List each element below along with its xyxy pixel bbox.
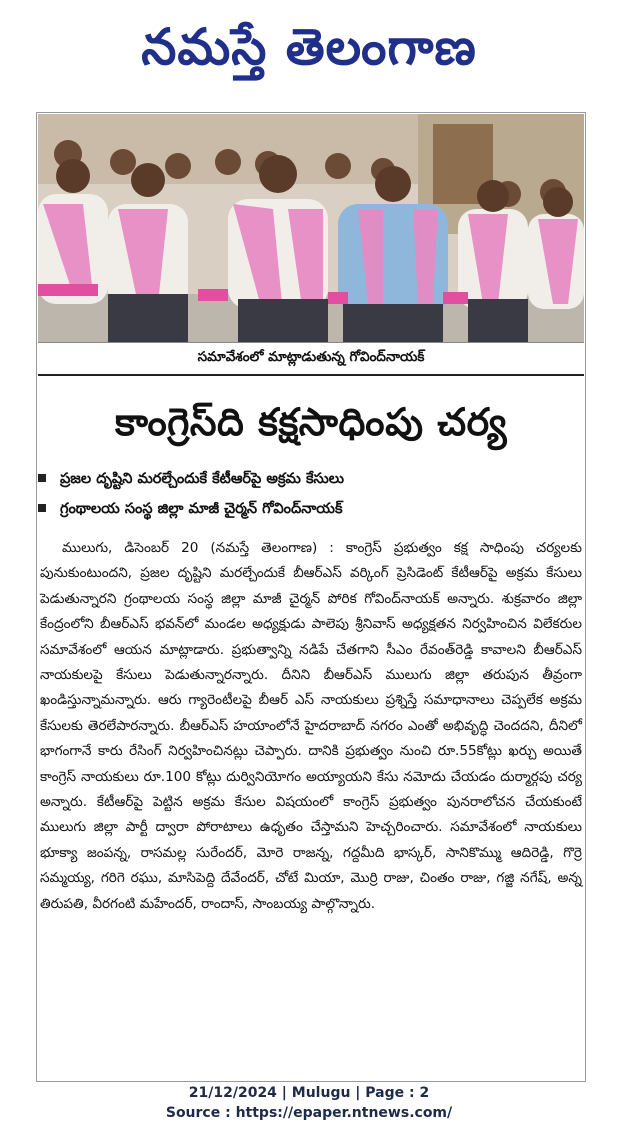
caption-divider [38, 374, 584, 376]
article-body [40, 536, 582, 1072]
article-headline: కాంగ్రెస్‌ది కక్షసాధింపు చర్య [114, 400, 508, 444]
article-photo [38, 114, 584, 343]
newspaper-logo: నమస్తే తెలంగాణ [141, 18, 477, 76]
subheading-item [36, 464, 584, 494]
article-paragraph: ములుగు, డిసెంబర్ 20 (నమస్తే తెలంగాణ) : కాంగ్రెస్ ప్రభుత్వం కక్ష సాధింపు చర్యలకు పునుకుంటుందని, ప్రజల దృష్టిని మరల్చేందుకే బీఆర్ఎస్ వర్కింగ్ ప్రెసిడెంట్ కేటీఆర్‌పై అక్రమ కేసులు పెడుతున్నారని గ్రంథాలయ సంస్థ జిల్లా మాజీ చైర్మన్ పోరిక గోవింద్‌నాయక్ అన్నారు. శుక్రవారం జిల్లా కేంద్రంలోని బీఆర్ఎస్ భవన్‌లో మండల అధ్యక్షుడు పాలెపు శ్రీనివాస్ అధ్యక్షతన నిర్వహించిన విలేకరుల సమావేశంలో ఆయన మాట్లాడారు. ప్రభుత్వాన్ని నడిపే చేతగాని సీఎం రేవంత్‌రెడ్డి కావాలని బీఆర్ఎస్ నాయకులపై కేసులు పెడుతున్నారన్నారు. దీనిని బీఆర్ఎస్ ములుగు జిల్లా తరుపున తీవ్రంగా ఖండిస్తున్నామన్నారు. ఆరు గ్యారెంటీలపై బీఆర్ ఎస్ నాయకులు ప్రశ్నిస్తే సమాధానాలు చెప్పలేక అక్రమ కేసులకు తెరలేపారన్నారు. బీఆర్ఎస్ హయాంలోనే హైదరాబాద్ నగరం ఎంతో అభివృద్ధి చెందదని, దీనిలో భాగంగానే కారు రేసింగ్ నిర్వహించినట్లు చెప్పారు. దానికి ప్రభుత్వం నుంచి రూ.55కోట్లు ఖర్చు అయితే కాంగ్రెస్ నాయకులు రూ.100 కోట్లు దుర్వినియోగం అయ్యాయని కేసు నమోదు చేయడం దుర్మార్గపు చర్య అన్నారు. కేటీఆర్‌పై పెట్టిన అక్రమ కేసుల విషయంలో కాంగ్రెస్ ప్రభుత్వం పునరాలోచన చేయకుంటే ములుగు జిల్లా పార్టీ ద్వారా పోరాటాలు ఉధృతం చేస్తామని హెచ్చరించారు. సమావేశంలో నాయకులు భూక్యా జంపన్న, రాసమల్ల సురేందర్, మోరె రాజన్న, గద్దమీది భాస్కర్, సానికొమ్ము ఆదిరెడ్డి, గొర్రె సమ్మయ్య, గరిగె రఘు, మాసిపెద్ది దేవేందర్, చోటే మియా, మొర్రి రాజు, చింతం రాజు, గజ్జి నగేష్, అన్న తిరుపతి, వీరగంటి మహేందర్, రాందాస్, సాంబయ్య పాల్గొన్నారు. [40, 540, 582, 912]
subheading-text: ప్రజల దృష్టిని మరల్చేందుకే కేటీఆర్‌పై అక్రమ కేసులు [60, 471, 345, 487]
group-photo-illustration [38, 114, 584, 342]
bullet-square-icon [38, 504, 46, 512]
bullet-square-icon [38, 474, 46, 482]
masthead [0, 0, 618, 110]
subheading-item [36, 494, 584, 524]
subheading-text: గ్రంథాలయ సంస్థ జిల్లా మాజీ చైర్మన్ గోవింద్‌నాయక్ [60, 501, 343, 517]
footer-date-edition: 21/12/2024 | Mulugu | Page : 2 [188, 1085, 430, 1101]
photo-caption: సమావేశంలో మాట్లాడుతున్న గోవింద్‌నాయక్ [197, 349, 425, 365]
page-footer [0, 1083, 618, 1123]
subheading-list [36, 464, 584, 524]
footer-source: Source : https://epaper.ntnews.com/ [165, 1105, 453, 1121]
